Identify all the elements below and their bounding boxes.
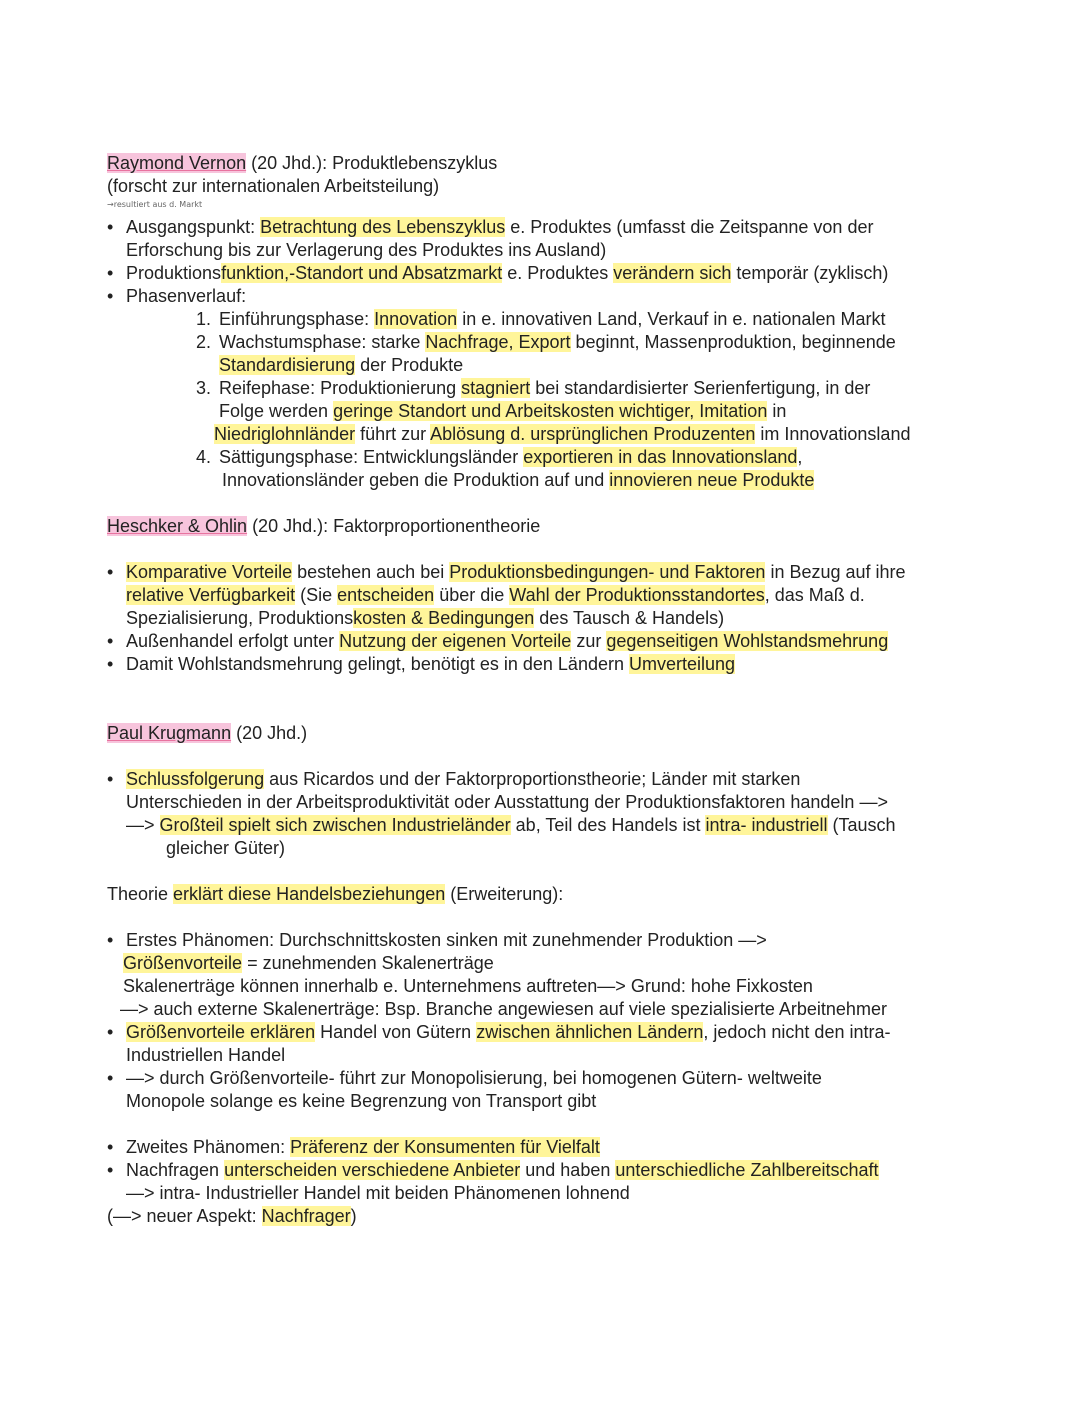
phase-2: 2. Wachstumsphase: starke Nachfrage, Export beginnt, Massenproduktion, beginnende Standardisierung der Produkte xyxy=(196,332,896,375)
vernon-title: (20 Jhd.): Produktlebenszyklus xyxy=(246,153,498,173)
phase-list xyxy=(107,308,1007,492)
vernon-heading xyxy=(107,152,1007,175)
vernon-subtitle: (forscht zur internationalen Arbeitsteilung) xyxy=(107,176,440,196)
krugmann-name: Paul Krugmann xyxy=(107,723,232,743)
heschker-name: Heschker & Ohlin xyxy=(107,516,248,536)
phase-4: 4. Sättigungsphase: Entwicklungsländer exportieren in das Innovationsland, Innovationsländer geben die Produktion auf und innovieren neue Produkte xyxy=(196,447,815,490)
krugmann-bullet-monopoly: • —> durch Größenvorteile- führt zur Monopolisierung, bei homogenen Gütern- weltweite Monopole solange es keine Begrenzung von Transport gibt xyxy=(107,1067,1007,1113)
krugmann-bullets-a xyxy=(107,768,1007,860)
vernon-bullets xyxy=(107,216,1007,308)
heschker-title: (20 Jhd.): Faktorproportionentheorie xyxy=(247,516,541,536)
heschker-heading xyxy=(107,515,1007,538)
krugmann-phenomenon-1: • Erstes Phänomen: Durchschnittskosten sinken mit zunehmender Produktion —> Größenvorteile = zunehmenden Skalenerträge Skalenerträge können innerhalb e. Unternehmens auftreten—> Grund: hohe Fixkosten —> auch externe Skalenerträge: Bsp. Branche angewiesen auf viele spezialisierte Arbeitnehmer xyxy=(107,929,1007,1021)
vernon-bullet-3: • Phasenverlauf: xyxy=(107,285,1007,308)
krugmann-bullets-b xyxy=(107,929,1007,1113)
krugmann-final-note: (—> neuer Aspekt: Nachfrager) xyxy=(107,1206,357,1226)
heschker-bullet-2: • Außenhandel erfolgt unter Nutzung der eigenen Vorteile zur gegenseitigen Wohlstandsmehrung xyxy=(107,630,1007,653)
krugmann-phenomenon-2: • Zweites Phänomen: Präferenz der Konsumenten für Vielfalt xyxy=(107,1136,1007,1159)
vernon-handwritten-note: →resultiert aus d. Markt xyxy=(107,200,203,209)
heschker-bullets xyxy=(107,561,1007,676)
vernon-name: Raymond Vernon xyxy=(107,153,247,173)
vernon-bullet-2: • Produktionsfunktion,-Standort und Absatzmarkt e. Produktes verändern sich temporär (zyklisch) xyxy=(107,262,1007,285)
krugmann-bullets-c xyxy=(107,1136,1007,1205)
krugmann-bullet-size-advantages: • Größenvorteile erklären Handel von Gütern zwischen ähnlichen Ländern, jedoch nicht den intra- Industriellen Handel xyxy=(107,1021,1007,1067)
krugmann-heading xyxy=(107,722,1007,745)
phase-1: 1. Einführungsphase: Innovation in e. innovativen Land, Verkauf in e. nationalen Markt xyxy=(196,309,886,329)
phase-3: 3. Reifephase: Produktionierung stagniert bei standardisierter Serienfertigung, in der Folge werden geringe Standort und Arbeitskosten wichtiger, Imitation in Niedriglohnländer führt zur Ablösung d. ursprünglichen Produzenten im Innovationsland xyxy=(196,378,911,444)
notes-page xyxy=(107,152,1007,1228)
krugmann-bullet-1: • Schlussfolgerung aus Ricardos und der Faktorproportionstheorie; Länder mit starken Unterschieden in der Arbeitsproduktivität oder Ausstattung der Produktionsfaktoren handeln —> —> Großteil spielt sich zwischen Industrieländer ab, Teil des Handels ist intra- industriell (Tausch gleicher Güter) xyxy=(107,768,1007,860)
vernon-bullet-1: • Ausgangspunkt: Betrachtung des Lebenszyklus e. Produktes (umfasst die Zeitspanne von der Erforschung bis zur Verlagerung des Produktes ins Ausland) xyxy=(107,216,1007,262)
krugmann-theory-line: Theorie erklärt diese Handelsbeziehungen (Erweiterung): xyxy=(107,884,564,904)
heschker-bullet-3: • Damit Wohlstandsmehrung gelingt, benötigt es in den Ländern Umverteilung xyxy=(107,653,1007,676)
krugmann-bullet-demand: • Nachfragen unterscheiden verschiedene Anbieter und haben unterschiedliche Zahlbereitschaft —> intra- Industrieller Handel mit beiden Phänomenen lohnend xyxy=(107,1159,1007,1205)
krugmann-title: (20 Jhd.) xyxy=(231,723,308,743)
heschker-bullet-1: • Komparative Vorteile bestehen auch bei Produktionsbedingungen- und Faktoren in Bezug auf ihre relative Verfügbarkeit (Sie entscheiden über die Wahl der Produktionsstandortes, das Maß d. Spezialisierung, Produktionskosten & Bedingungen des Tausch & Handels) xyxy=(107,561,1007,630)
